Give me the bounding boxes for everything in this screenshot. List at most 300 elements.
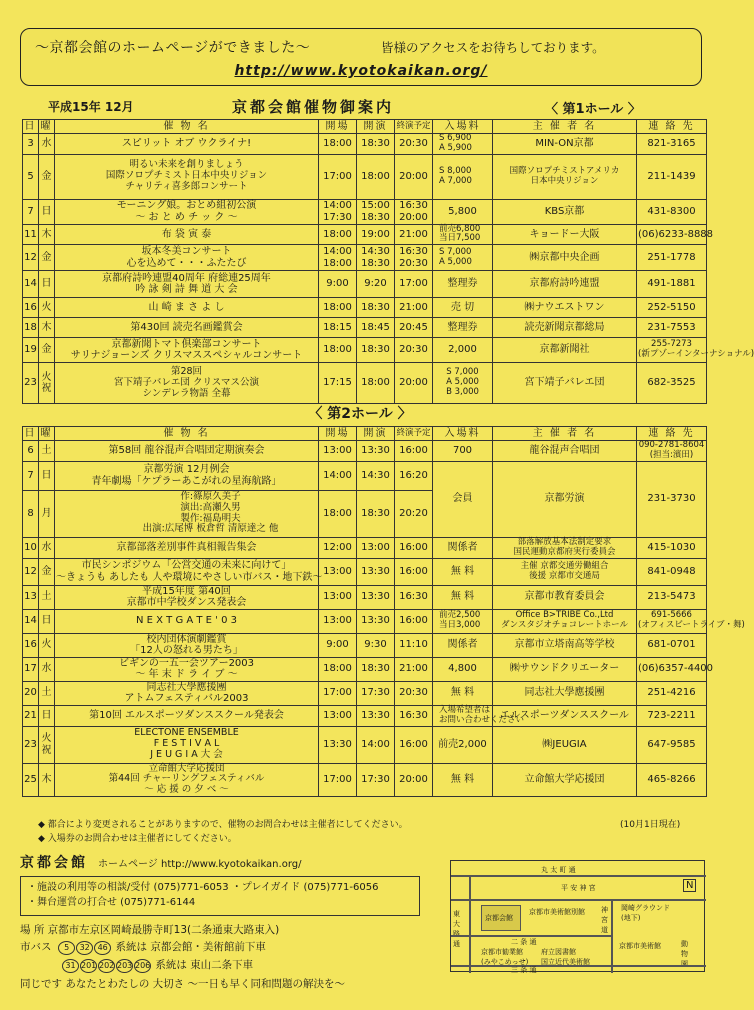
event-organizer: キョードー大阪 — [493, 224, 637, 245]
event-name-line: 布 袋 寅 泰 — [161, 228, 212, 240]
event-contact: 681-0701 — [637, 633, 707, 657]
event-name-line: F E S T I V A L — [153, 738, 220, 750]
map-label-library: 府立図書館 国立近代美術館 — [541, 948, 590, 966]
event-name-line: スピリット オブ ウクライナ! — [121, 138, 252, 150]
event-start-time: 18:00 — [357, 154, 395, 199]
event-name — [55, 461, 319, 490]
event-price: 前売2,000 — [433, 726, 493, 763]
table-row — [23, 537, 707, 558]
map-label-annex: 京都市美術館別館 — [529, 908, 585, 916]
event-name-line: 「12人の怒れる男たち」 — [130, 645, 243, 657]
event-name — [55, 318, 319, 338]
col-start-header: 開演 — [357, 427, 395, 441]
event-name-line: ビギンの一五一会ツアー2003 — [118, 657, 255, 669]
event-organizer: 京都市立塔南高等学校 — [493, 633, 637, 657]
event-weekday: 水 — [39, 134, 55, 155]
event-end-time: 20:30 — [395, 681, 433, 705]
event-weekday: 金 — [39, 154, 55, 199]
event-contact: 841-0948 — [637, 558, 707, 585]
event-name-line: J E U G I A 大 会 — [150, 748, 223, 760]
table-row — [23, 199, 707, 224]
event-start-time: 15:00 18:30 — [357, 199, 395, 224]
table-row — [23, 134, 707, 155]
event-price: 無 料 — [433, 558, 493, 585]
event-organizer: 立命館大学応援団 — [493, 763, 637, 797]
event-weekday: 水 — [39, 657, 55, 681]
event-contact: 251-1778 — [637, 245, 707, 271]
event-day: 16 — [23, 298, 39, 318]
as-of-date: (10月1日現在) — [620, 820, 681, 830]
event-end-time: 16:00 — [395, 441, 433, 462]
table-row — [23, 271, 707, 298]
event-organizer: Office B>TRIBE Co.,Ltd ダンスタジオチョコレートホール — [493, 609, 637, 633]
bus-stop-1: 系統は 京都会館・美術館前下車 — [115, 941, 266, 954]
bus-number-badge: 202 — [98, 959, 115, 973]
homepage-banner — [20, 28, 702, 86]
event-weekday: 月 — [39, 490, 55, 537]
event-price: 整理券 — [433, 271, 493, 298]
map-label-kangyokan: 京都市勧業館 (みやこめっせ) — [481, 948, 529, 966]
event-price: 入場希望者は お問い合わせください — [433, 705, 493, 726]
event-contact: (06)6233-8888 — [637, 224, 707, 245]
event-price: 無 料 — [433, 585, 493, 609]
bus-route-2 — [20, 957, 445, 974]
event-day: 12 — [23, 245, 39, 271]
bus-number-badge: 32 — [76, 941, 93, 955]
table-row — [23, 657, 707, 681]
banner-announcement: 〜京都会館のホームページができました〜 — [35, 40, 311, 56]
event-name-line: 宮下靖子バレエ団 クリスマス公演 — [113, 376, 260, 388]
event-contact: 647-9585 — [637, 726, 707, 763]
event-day: 7 — [23, 461, 39, 490]
event-day: 14 — [23, 271, 39, 298]
col-open-header: 開場 — [319, 120, 357, 134]
event-end-time: 20:00 — [395, 763, 433, 797]
event-start-time: 14:30 18:30 — [357, 245, 395, 271]
event-open-time: 13:00 — [319, 558, 357, 585]
event-name-line: 製作:福島明夫 — [180, 512, 241, 524]
col-open-header: 開場 — [319, 427, 357, 441]
event-name-line: 作:篠原久美子 — [180, 490, 241, 502]
event-start-time: 13:30 — [357, 705, 395, 726]
event-weekday: 火 — [39, 298, 55, 318]
table-row — [23, 298, 707, 318]
event-start-time: 18:45 — [357, 318, 395, 338]
event-day: 14 — [23, 609, 39, 633]
event-day: 23 — [23, 363, 39, 404]
event-weekday: 火 祝 — [39, 726, 55, 763]
event-name-line: 京都新聞トマト倶楽部コンサート — [111, 338, 262, 350]
event-name-line: 京都府詩吟連盟40周年 府総連25周年 — [102, 272, 271, 284]
event-open-time: 9:00 — [319, 271, 357, 298]
map-label-jingu: 神宮道 — [601, 906, 608, 934]
table-row — [23, 558, 707, 585]
event-end-time: 16:00 — [395, 609, 433, 633]
event-name-line: 心を込めて・・・ふたたび — [126, 257, 247, 269]
event-start-time: 13:30 — [357, 609, 395, 633]
event-organizer: 京都労演 — [493, 461, 637, 537]
event-contact: (06)6357-4400 — [637, 657, 707, 681]
event-end-time: 16:00 — [395, 726, 433, 763]
event-organizer: MIN-ON京都 — [493, 134, 637, 155]
event-name-line: サリナジョーンズ クリスマススペシャルコンサート — [70, 350, 303, 362]
event-name — [55, 657, 319, 681]
event-weekday: 木 — [39, 318, 55, 338]
slogan: 同じです あなたとわたしの 大切さ 〜一日も早く同和問題の解決を〜 — [20, 977, 346, 990]
bus-number-badge: 201 — [80, 959, 97, 973]
event-open-time: 13:30 — [319, 726, 357, 763]
event-end-time: 16:20 — [395, 461, 433, 490]
event-name-line: ELECTONE ENSEMBLE — [134, 727, 239, 739]
map-label-sanjo: 三 条 通 — [511, 966, 537, 974]
event-name — [55, 537, 319, 558]
event-contact: 491-1881 — [637, 271, 707, 298]
event-weekday: 金 — [39, 558, 55, 585]
event-name-line: 国際ソロプチミスト日本中央リジョン — [105, 170, 268, 182]
col-price-header: 入場料 — [433, 427, 493, 441]
contact-box — [20, 876, 420, 916]
event-weekday: 日 — [39, 461, 55, 490]
event-weekday: 水 — [39, 537, 55, 558]
event-organizer: 京都市教育委員会 — [493, 585, 637, 609]
event-weekday: 金 — [39, 338, 55, 363]
hall1-heading: 〈 第1ホール 〉 — [545, 102, 641, 117]
event-name — [55, 726, 319, 763]
event-contact: 252-5150 — [637, 298, 707, 318]
event-day: 25 — [23, 763, 39, 797]
table-row — [23, 681, 707, 705]
event-organizer: エルスポーツダンススクール — [493, 705, 637, 726]
venue-name: 京都会館 — [20, 855, 88, 871]
event-open-time: 9:00 — [319, 633, 357, 657]
event-contact: 691-5666 (オフィスビートライブ・舞) — [637, 609, 707, 633]
event-name-line: 青年劇場「ケプラーあこがれの星海航路」 — [91, 475, 282, 487]
event-weekday: 金 — [39, 245, 55, 271]
table-row — [23, 461, 707, 490]
event-organizer: 宮下靖子バレエ団 — [493, 363, 637, 404]
map-label-higashioji: 東大路通 — [453, 910, 460, 948]
event-name — [55, 154, 319, 199]
event-end-time: 16:30 — [395, 585, 433, 609]
bus-numbers-2 — [62, 959, 152, 971]
col-organizer-header: 主 催 者 名 — [493, 120, 637, 134]
event-name — [55, 199, 319, 224]
event-name-line: 平成15年度 第40回 — [142, 585, 231, 597]
event-organizer: 読売新聞京都総局 — [493, 318, 637, 338]
event-price: 整理券 — [433, 318, 493, 338]
col-end-header: 終演予定 — [395, 427, 433, 441]
bus-number-badge: 206 — [134, 959, 151, 973]
event-contact: 211-1439 — [637, 154, 707, 199]
event-day: 6 — [23, 441, 39, 462]
col-weekday-header: 曜 — [40, 427, 53, 439]
map-label-ground: 岡崎グラウンド (地下) — [621, 904, 670, 922]
table-row — [23, 609, 707, 633]
event-name-line: 出演:広尾博 板倉哲 清原達之 他 — [142, 523, 279, 535]
bus-route-1 — [20, 939, 445, 956]
col-weekday-header: 曜 — [40, 120, 53, 132]
event-price: 関係者 — [433, 633, 493, 657]
event-start-time: 18:30 — [357, 657, 395, 681]
event-weekday: 日 — [39, 199, 55, 224]
address: 場 所 京都市左京区岡崎最勝寺町13(二条通東大路東入) — [20, 924, 280, 936]
table-row — [23, 441, 707, 462]
event-open-time: 13:00 — [319, 585, 357, 609]
event-end-time: 20:00 — [395, 363, 433, 404]
event-open-time: 14:00 17:30 — [319, 199, 357, 224]
event-day: 23 — [23, 726, 39, 763]
event-weekday: 火 祝 — [39, 363, 55, 404]
col-event-header: 催 物 名 — [55, 120, 319, 134]
event-name — [55, 681, 319, 705]
event-start-time: 18:30 — [357, 134, 395, 155]
event-name — [55, 585, 319, 609]
table-row — [23, 224, 707, 245]
event-name-line: 〜 お と め チ ッ ク 〜 — [135, 211, 238, 223]
venue-info — [20, 852, 445, 993]
homepage-url[interactable]: ホームページ http://www.kyotokaikan.org/ — [98, 859, 302, 870]
col-day-header: 日 — [24, 427, 37, 439]
event-organizer: 主催 京都交通労働組合 後援 京都市交通局 — [493, 558, 637, 585]
contact-line-1: ・施設の利用等の相談/受付 (075)771-6053 ・プレイガイド (075)771-6056 — [27, 882, 379, 893]
note-changes: ◆ 都合により変更されることがありますので、催物のお問合わせは主催者にしてください。 — [38, 820, 408, 830]
event-price: 無 料 — [433, 681, 493, 705]
event-name-line: 〜きょうも あしたも 人や環境にやさしい市バス・地下鉄〜 — [56, 571, 323, 583]
event-weekday: 土 — [39, 441, 55, 462]
event-day: 8 — [23, 490, 39, 537]
event-price: 4,800 — [433, 657, 493, 681]
bus-number-badge: 5 — [58, 941, 75, 955]
event-name-line: 京都部落差別事件真相報告集会 — [116, 541, 257, 553]
event-start-time: 13:00 — [357, 537, 395, 558]
event-name-line: 京都労演 12月例会 — [143, 464, 230, 476]
event-name-line: 吟 詠 剣 詩 舞 道 大 会 — [135, 284, 238, 296]
col-price-header: 入場料 — [433, 120, 493, 134]
banner-welcome: 皆様のアクセスをお待ちしております。 — [381, 40, 605, 55]
event-name — [55, 224, 319, 245]
banner-url-link[interactable]: http://www.kyotokaikan.org/ — [234, 63, 488, 79]
event-weekday: 火 — [39, 633, 55, 657]
event-name — [55, 490, 319, 537]
col-end-header: 終演予定 — [395, 120, 433, 134]
event-start-time: 18:00 — [357, 363, 395, 404]
event-end-time: 16:00 — [395, 537, 433, 558]
event-end-time: 16:30 20:30 — [395, 245, 433, 271]
event-day: 10 — [23, 537, 39, 558]
event-name-line: 第44回 チャーリングフェスティバル — [108, 773, 265, 785]
event-start-time: 17:30 — [357, 681, 395, 705]
event-start-time: 14:30 — [357, 461, 395, 490]
bus-numbers-1 — [58, 941, 112, 953]
table-row — [23, 763, 707, 797]
event-day: 21 — [23, 705, 39, 726]
event-contact: 090-2781-8604 (担当:濱田) — [637, 441, 707, 462]
event-name — [55, 245, 319, 271]
col-event-header: 催 物 名 — [55, 427, 319, 441]
bus-number-badge: 46 — [94, 941, 111, 955]
event-start-time: 13:30 — [357, 558, 395, 585]
event-open-time: 18:00 — [319, 134, 357, 155]
north-arrow-icon: N — [683, 879, 696, 892]
hall2-heading: 〈 第2ホール 〉 — [308, 406, 412, 422]
event-day: 7 — [23, 199, 39, 224]
event-name-line: 〜 年 末 ド ラ イ ブ 〜 — [135, 669, 238, 681]
event-day: 13 — [23, 585, 39, 609]
event-start-time: 14:00 — [357, 726, 395, 763]
col-organizer-header: 主 催 者 名 — [493, 427, 637, 441]
issue-date: 平成15年 12月 — [48, 100, 134, 114]
event-weekday: 土 — [39, 585, 55, 609]
event-price: 会員 — [433, 461, 493, 537]
event-open-time: 12:00 — [319, 537, 357, 558]
event-name — [55, 633, 319, 657]
event-end-time: 16:00 — [395, 558, 433, 585]
map-label-marutamachi: 丸 太 町 通 — [541, 866, 576, 874]
event-start-time: 13:30 — [357, 441, 395, 462]
event-day: 18 — [23, 318, 39, 338]
event-end-time: 21:00 — [395, 298, 433, 318]
event-open-time: 18:00 — [319, 490, 357, 537]
event-start-time: 18:30 — [357, 338, 395, 363]
event-open-time: 18:00 — [319, 224, 357, 245]
event-end-time: 20:30 — [395, 338, 433, 363]
event-contact: 213-5473 — [637, 585, 707, 609]
event-name-line: 同志社大學應援團 — [146, 681, 227, 693]
event-end-time: 20:45 — [395, 318, 433, 338]
event-day: 20 — [23, 681, 39, 705]
table-row — [23, 363, 707, 404]
event-open-time: 18:00 — [319, 338, 357, 363]
event-price: S 7,000 A 5,000 B 3,000 — [433, 363, 493, 404]
event-name — [55, 363, 319, 404]
table-row — [23, 633, 707, 657]
event-end-time: 21:00 — [395, 224, 433, 245]
event-price: 2,000 — [433, 338, 493, 363]
event-name-line: モーニング娘。おとめ組初公演 — [116, 200, 257, 212]
event-end-time: 17:00 — [395, 271, 433, 298]
event-organizer: 京都新聞社 — [493, 338, 637, 363]
event-organizer: ㈱サウンドクリエーター — [493, 657, 637, 681]
table-row — [23, 154, 707, 199]
event-weekday: 日 — [39, 705, 55, 726]
event-name-line: 第430回 読売名画鑑賞会 — [130, 321, 243, 333]
table-row — [23, 705, 707, 726]
event-price: S 6,900 A 5,900 — [433, 134, 493, 155]
event-open-time: 17:00 — [319, 681, 357, 705]
event-start-time: 9:30 — [357, 633, 395, 657]
event-start-time: 19:00 — [357, 224, 395, 245]
event-name-line: 山 崎 ま さ よ し — [148, 301, 225, 313]
event-day: 12 — [23, 558, 39, 585]
event-name-line: N E X T G A T E ' 0 3 — [135, 615, 238, 627]
event-organizer: 部落解放基本法制定要求 国民運動京都府実行委員会 — [493, 537, 637, 558]
event-open-time: 17:00 — [319, 763, 357, 797]
event-day: 16 — [23, 633, 39, 657]
col-contact-header: 連 絡 先 — [637, 120, 707, 134]
event-organizer: ㈱京都中央企画 — [493, 245, 637, 271]
event-organizer: 京都府詩吟連盟 — [493, 271, 637, 298]
event-weekday: 土 — [39, 681, 55, 705]
event-price: 関係者 — [433, 537, 493, 558]
bus-stop-2: 系統は 東山二条下車 — [155, 958, 254, 971]
map-label-heian: 平 安 神 宮 — [561, 884, 596, 892]
table-row — [23, 338, 707, 363]
table-row — [23, 585, 707, 609]
event-name — [55, 609, 319, 633]
event-organizer: 国際ソロプチミストアメリカ 日本中央リジョン — [493, 154, 637, 199]
event-open-time: 13:00 — [319, 705, 357, 726]
event-weekday: 木 — [39, 763, 55, 797]
event-price: 5,800 — [433, 199, 493, 224]
event-open-time: 13:00 — [319, 441, 357, 462]
event-name-line: 明るい未来を創りましょう — [129, 159, 244, 171]
event-price: 売 切 — [433, 298, 493, 318]
event-name-line: 演出:高瀬久男 — [180, 501, 241, 513]
col-contact-header: 連 絡 先 — [637, 427, 707, 441]
event-price: 700 — [433, 441, 493, 462]
event-name-line: 立命館大学応援団 — [148, 762, 225, 774]
event-name — [55, 134, 319, 155]
hall2-table — [22, 426, 745, 797]
event-organizer: ㈱ナウエストワン — [493, 298, 637, 318]
event-name-line: 坂本冬美コンサート — [141, 246, 232, 258]
event-weekday: 日 — [39, 271, 55, 298]
event-end-time: 11:10 — [395, 633, 433, 657]
event-open-time: 18:00 — [319, 298, 357, 318]
event-end-time: 16:30 20:00 — [395, 199, 433, 224]
event-name-line: 第58回 龍谷混声合唱団定期演奏会 — [108, 445, 265, 457]
event-organizer: ㈱JEUGIA — [493, 726, 637, 763]
event-open-time: 18:15 — [319, 318, 357, 338]
event-open-time: 18:00 — [319, 657, 357, 681]
event-end-time: 20:00 — [395, 154, 433, 199]
event-name-line: アトムフェスティバル2003 — [124, 693, 249, 705]
event-start-time: 9:20 — [357, 271, 395, 298]
table-row — [23, 726, 707, 763]
map-label-nijo: 二 条 通 — [511, 938, 537, 946]
contact-line-2: ・舞台運営の打合せ (075)771-6144 — [27, 897, 196, 908]
event-contact: 723-2211 — [637, 705, 707, 726]
event-price: S 8,000 A 7,000 — [433, 154, 493, 199]
table-row — [23, 318, 707, 338]
event-contact: 231-7553 — [637, 318, 707, 338]
event-price: S 7,000 A 5,000 — [433, 245, 493, 271]
event-open-time: 14:00 18:00 — [319, 245, 357, 271]
event-name — [55, 271, 319, 298]
event-name-line: 京都市中学校ダンス発表会 — [126, 597, 247, 609]
event-open-time: 13:00 — [319, 609, 357, 633]
event-start-time: 13:30 — [357, 585, 395, 609]
bus-label: 市バス — [20, 941, 52, 954]
event-start-time: 18:30 — [357, 490, 395, 537]
event-name — [55, 441, 319, 462]
event-contact: 251-4216 — [637, 681, 707, 705]
page-title: 京都会館催物御案内 — [232, 98, 395, 116]
map-label-zoo: 動物園 — [681, 940, 688, 968]
event-open-time: 17:15 — [319, 363, 357, 404]
event-name-line: 校内団体演劇鑑賞 — [146, 633, 227, 645]
bus-number-badge: 203 — [116, 959, 133, 973]
event-end-time: 16:30 — [395, 705, 433, 726]
event-name — [55, 763, 319, 797]
col-start-header: 開演 — [357, 120, 395, 134]
event-day: 5 — [23, 154, 39, 199]
hall1-table — [22, 119, 754, 404]
bus-number-badge: 31 — [62, 959, 79, 973]
event-name-line: シンデレラ物語 全幕 — [142, 387, 231, 399]
event-name — [55, 558, 323, 585]
event-name-line: チャリティ喜多郎コンサート — [125, 180, 248, 192]
